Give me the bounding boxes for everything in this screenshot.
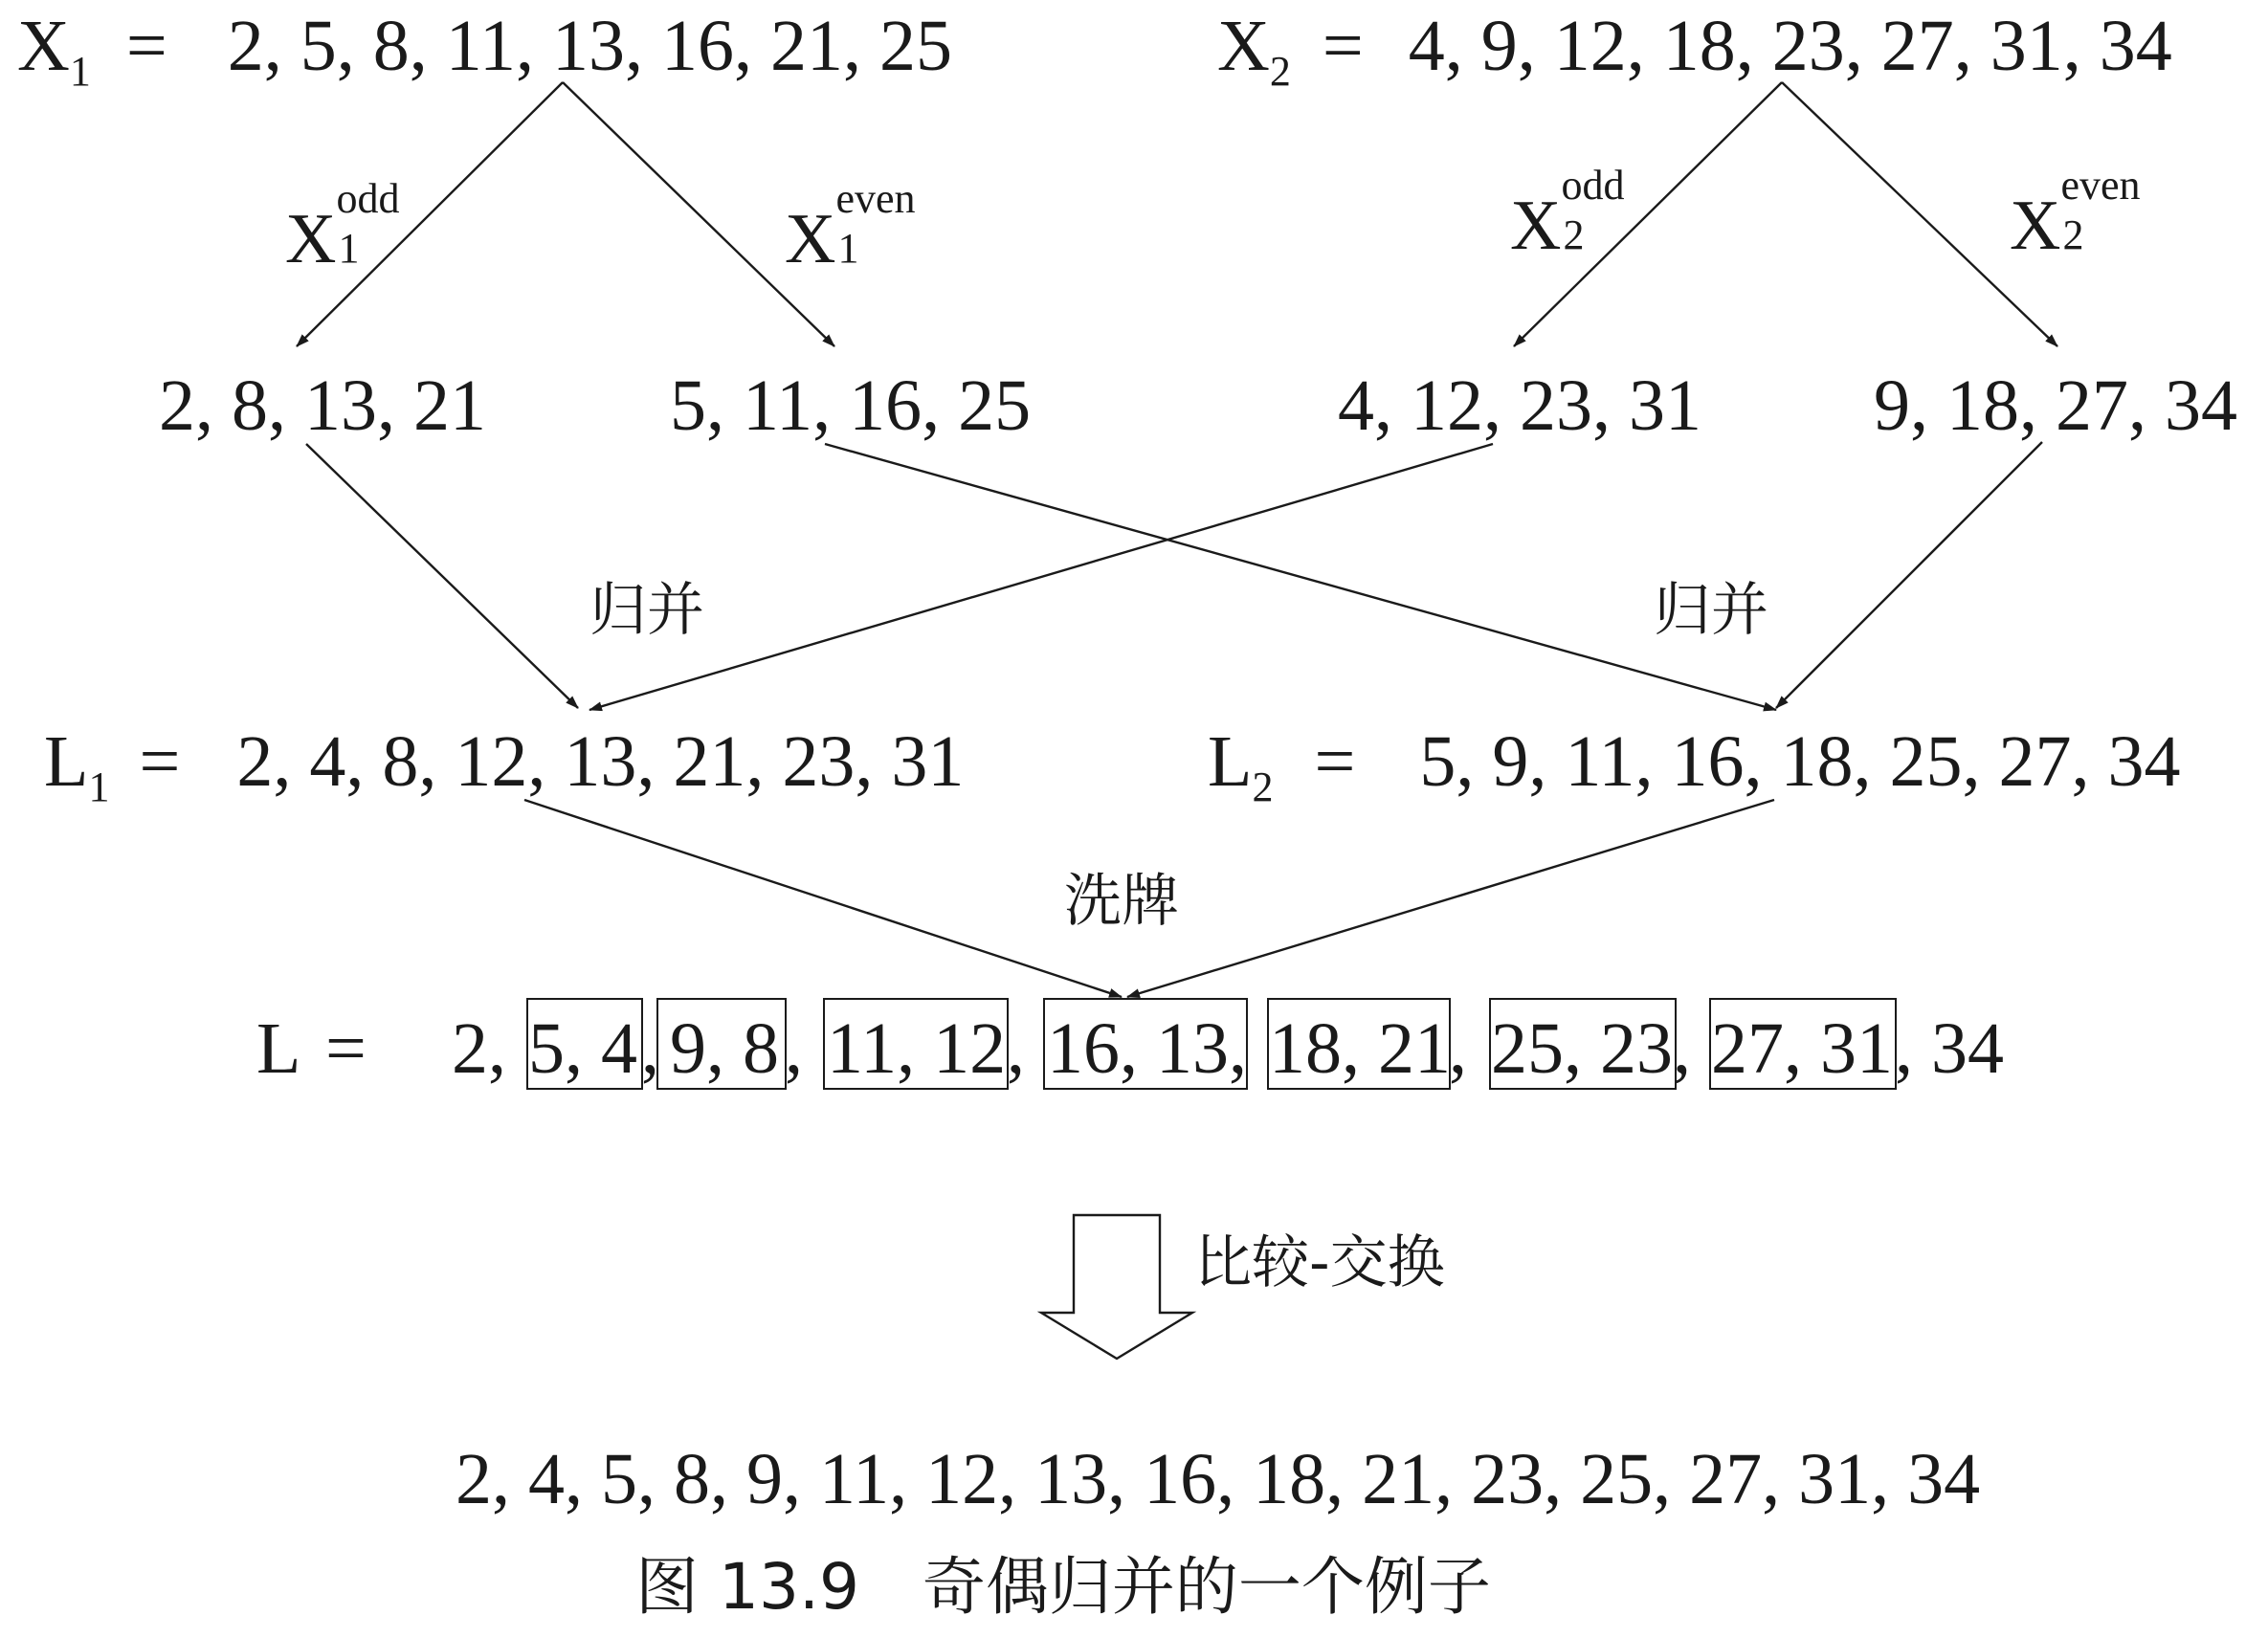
- l1-sequence: 2, 4, 8, 12, 13, 21, 23, 31: [236, 721, 965, 802]
- compare-exchange-down-arrow-icon: [1041, 1215, 1192, 1359]
- label-x1-even: X even 1: [785, 175, 916, 278]
- arrow-odd1-to-l1: [306, 444, 578, 708]
- label-x1-odd: X odd 1: [285, 175, 400, 278]
- x1-even-sequence: 5, 11, 16, 25: [670, 365, 1032, 446]
- sorted-result: 2, 4, 5, 8, 9, 11, 12, 13, 16, 18, 21, 23, 25, 27, 31, 34: [456, 1439, 1981, 1519]
- x1-definition: [17, 6, 952, 96]
- x1-sub: 1: [69, 48, 91, 96]
- shuffle-label: 洗牌: [1064, 868, 1179, 935]
- arrow-even1-to-l2: [825, 444, 1776, 710]
- l-pair-7: 27, 31: [1711, 1008, 1893, 1089]
- x2-eq: =: [1322, 6, 1364, 86]
- l-sep-5: ,: [1449, 1008, 1467, 1089]
- l1-definition: [44, 721, 965, 811]
- label-x2-even: X even 2: [2010, 162, 2141, 265]
- figure-caption: 图 13.9 奇偶归并的一个例子: [635, 1550, 1491, 1624]
- x1-var: X: [17, 6, 70, 86]
- label-x2-odd: X odd 2: [1510, 162, 1625, 265]
- l2-eq: =: [1314, 721, 1356, 802]
- l1-var: L: [44, 721, 89, 802]
- l-pair-4: 16, 13,: [1047, 1008, 1247, 1089]
- l-pair-1: 5, 4: [528, 1008, 637, 1089]
- l-pair-5: 18, 21: [1269, 1008, 1451, 1089]
- arrow-odd2-to-l1: [589, 444, 1493, 710]
- merge-label-right: 归并: [1654, 577, 1768, 644]
- l-token-0: 2,: [452, 1008, 506, 1089]
- x1-sequence: 2, 5, 8, 11, 13, 16, 21, 25: [227, 6, 952, 86]
- x1-odd-sequence: 2, 8, 13, 21: [159, 365, 486, 446]
- arrow-l2-to-l: [1127, 800, 1774, 997]
- l-pair-6: 25, 23: [1491, 1008, 1673, 1089]
- l2-var: L: [1208, 721, 1253, 802]
- l1-eq: =: [139, 721, 181, 802]
- l1-sub: 1: [88, 764, 110, 811]
- l-sep-2: ,: [785, 1008, 803, 1089]
- l-sep-1: ,: [641, 1008, 659, 1089]
- arrow-l1-to-l: [524, 800, 1122, 997]
- arrow-even2-to-l2: [1776, 442, 2042, 708]
- x2-var: X: [1217, 6, 1270, 86]
- l-sep-6: ,: [1673, 1008, 1691, 1089]
- l-pair-2: 9, 8: [670, 1008, 779, 1089]
- l-pair-3: 11, 12: [827, 1008, 1007, 1089]
- l2-definition: [1208, 721, 2181, 811]
- l2-sub: 2: [1252, 764, 1274, 811]
- x1-eq: =: [125, 6, 167, 86]
- l2-sequence: 5, 9, 11, 16, 18, 25, 27, 34: [1419, 721, 2181, 802]
- l-tail: , 34: [1895, 1008, 2004, 1089]
- x2-sequence: 4, 9, 12, 18, 23, 27, 31, 34: [1408, 6, 2172, 86]
- compare-exchange-label: 比较-交换: [1194, 1229, 1445, 1296]
- merge-label-left: 归并: [589, 577, 704, 644]
- x2-sub: 2: [1269, 48, 1291, 96]
- l-eq: =: [325, 1008, 367, 1089]
- x2-odd-sequence: 4, 12, 23, 31: [1338, 365, 1701, 446]
- x2-definition: [1217, 6, 2172, 96]
- l-var: L: [256, 1008, 301, 1089]
- l-sep-3: ,: [1007, 1008, 1025, 1089]
- x2-even-sequence: 9, 18, 27, 34: [1874, 365, 2237, 446]
